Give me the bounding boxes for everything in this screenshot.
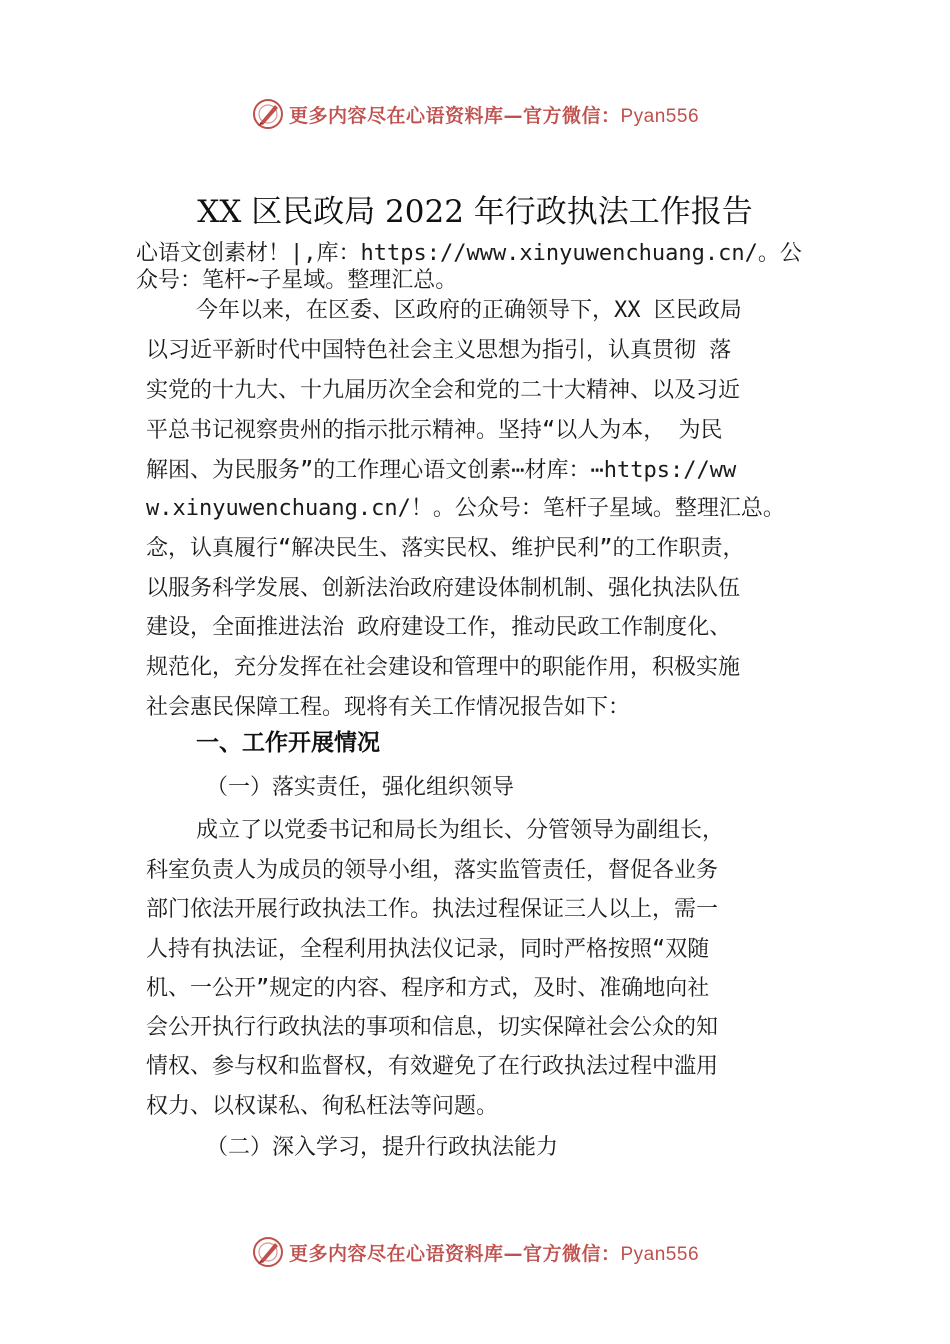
- paragraph-line: 会公开执行行政执法的事项和信息，切实保障社会公众的知: [146, 1015, 719, 1040]
- paragraph-line: 念，认真履行“解决民生、落实民权、维护民利”的工作职责，: [146, 536, 745, 561]
- paragraph-line: w.xinyuwenchuang.cn/！。公众号：笔杆子星域。整理汇总。: [146, 496, 785, 521]
- watermark-wechat-id: Pyan556: [620, 105, 700, 127]
- paragraph-line: 机、一公开”规定的内容、程序和方式，及时、准确地向社: [146, 976, 710, 1001]
- watermark-wechat-id: Pyan556: [620, 1243, 700, 1265]
- watermark-text: 更多内容尽在心语资料库—官方微信：: [288, 1242, 621, 1265]
- brush-logo-icon: [251, 1235, 285, 1269]
- source-note-line: 心语文创素材！|,库：https://www.xinyuwenchuang.cn/。公: [136, 241, 802, 266]
- paragraph-line: 以服务科学发展、创新法治政府建设体制机制、强化执法队伍: [146, 576, 741, 601]
- watermark-header: [0, 94, 950, 134]
- paragraph-line: 实党的十九大、十九届历次全会和党的二十大精神、以及习近: [146, 378, 741, 403]
- watermark-text: 更多内容尽在心语资料库—官方微信：: [288, 104, 621, 127]
- source-note-line: 众号：笔杆~子星域。整理汇总。: [136, 268, 458, 293]
- paragraph-line: 以习近平新时代中国特色社会主义思想为指引，认真贯彻 落: [146, 338, 732, 363]
- subsection-heading: （二）深入学习，提升行政执法能力: [206, 1135, 559, 1160]
- section-heading: 一、工作开展情况: [196, 730, 380, 756]
- brush-logo-icon: [251, 97, 285, 131]
- subsection-heading: （一）落实责任，强化组织领导: [206, 775, 515, 800]
- paragraph-line: 科室负责人为成员的领导小组，落实监管责任，督促各业务: [146, 858, 719, 883]
- paragraph-line: 权力、以权谋私、徇私枉法等问题。: [146, 1094, 499, 1119]
- paragraph-line: 人持有执法证，全程利用执法仪记录，同时严格按照“双随: [146, 937, 710, 962]
- paragraph-line: 部门依法开展行政执法工作。执法过程保证三人以上，需一: [146, 897, 719, 922]
- paragraph-line: 今年以来，在区委、区政府的正确领导下，XX 区民政局: [196, 298, 742, 323]
- paragraph-line: 解困、为民服务”的工作理心语文创素⋯材库：⋯https://ww: [146, 458, 737, 483]
- paragraph-line: 平总书记视察贵州的指示批示精神。坚持“以人为本， 为民: [146, 418, 723, 443]
- paragraph-line: 情权、参与权和监督权，有效避免了在行政执法过程中滥用: [146, 1054, 719, 1079]
- paragraph-line: 建设，全面推进法治 政府建设工作，推动民政工作制度化、: [146, 615, 732, 640]
- paragraph-line: 社会惠民保障工程。现将有关工作情况报告如下：: [146, 695, 631, 720]
- paragraph-line: 规范化，充分发挥在社会建设和管理中的职能作用，积极实施: [146, 655, 741, 680]
- watermark-footer: [0, 1232, 950, 1272]
- paragraph-line: 成立了以党委书记和局长为组长、分管领导为副组长，: [196, 818, 725, 843]
- document-title: XX 区民政局 2022 年行政执法工作报告: [197, 194, 753, 230]
